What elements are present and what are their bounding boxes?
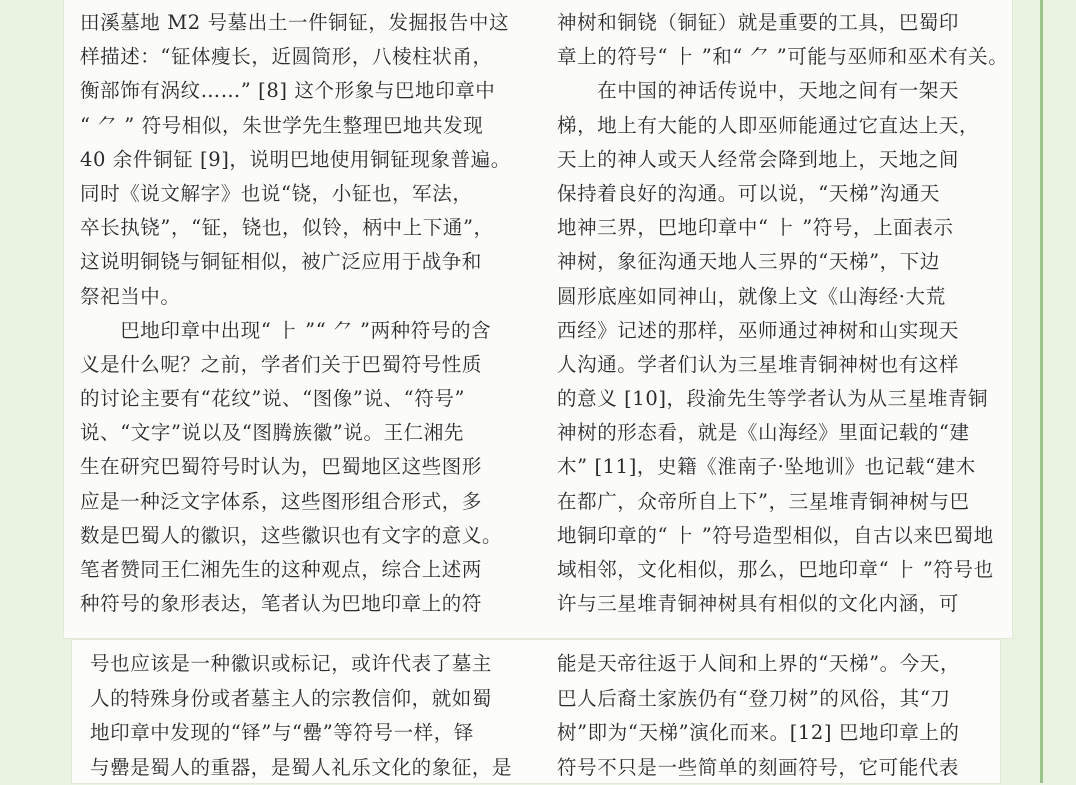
text-line: 祭祀当中。 — [80, 280, 520, 314]
text-line: 神树，象征沟通天地人三界的“天梯”，下边 — [557, 245, 997, 279]
text-line: 同时《说文解字》也说“铙，小钲也，军法， — [80, 177, 520, 211]
text-line: 木” [11]，史籍《淮南子·坠地训》也记载“建木 — [557, 450, 997, 484]
text-line: 域相邻，文化相似，那么，巴地印章“ ⺊ ”符号也 — [557, 553, 997, 587]
right-column-lower — [557, 647, 997, 785]
text-line: 样描述：“钲体瘦长，近圆筒形，八棱柱状甬， — [80, 40, 520, 74]
text-line: 人的特殊身份或者墓主人的宗教信仰，就如蜀 — [90, 682, 520, 717]
text-line: 地铜印章的“ ⺊ ”符号造型相似，自古以来巴蜀地 — [557, 519, 997, 553]
text-line: 西经》记述的那样，巫师通过神树和山实现天 — [557, 314, 997, 348]
text-line: 义是什么呢？之前，学者们关于巴蜀符号性质 — [80, 348, 520, 382]
text-line: 神树和铜铙（铜钲）就是重要的工具，巴蜀印 — [557, 6, 997, 40]
text-line: 巴地印章中出现“ ⺊ ”“ ⺈ ”两种符号的含 — [80, 314, 520, 348]
text-line: 号也应该是一种徽识或标记，或许代表了墓主 — [90, 647, 520, 682]
text-line: 符号不只是一些简单的刻画符号，它可能代表 — [557, 751, 997, 785]
text-line: 这说明铜铙与铜钲相似，被广泛应用于战争和 — [80, 245, 520, 279]
text-line: 田溪墓地 M2 号墓出土一件铜钲，发掘报告中这 — [80, 6, 520, 40]
text-line: 人沟通。学者们认为三星堆青铜神树也有这样 — [557, 348, 997, 382]
text-line: 天上的神人或天人经常会降到地上，天地之间 — [557, 143, 997, 177]
text-line: 种符号的象形表达，笔者认为巴地印章上的符 — [80, 587, 520, 621]
left-column-upper — [80, 6, 520, 621]
text-line: 树”即为“天梯”演化而来。[12] 巴地印章上的 — [557, 716, 997, 751]
text-line: 圆形底座如同神山，就像上文《山海经·大荒 — [557, 280, 997, 314]
text-line: 梯，地上有大能的人即巫师能通过它直达上天， — [557, 109, 997, 143]
text-line: 神树的形态看，就是《山海经》里面记载的“建 — [557, 416, 997, 450]
text-line: 应是一种泛文字体系，这些图形组合形式，多 — [80, 485, 520, 519]
text-line: “ ⺈ ” 符号相似，朱世学先生整理巴地共发现 — [80, 109, 520, 143]
text-line: 卒长执铙”，“钲，铙也，似铃，柄中上下通”， — [80, 211, 520, 245]
text-line: 衡部饰有涡纹……” [8] 这个形象与巴地印章中 — [80, 74, 520, 108]
text-line: 章上的符号“ ⺊ ”和“ ⺈ ”可能与巫师和巫术有关。 — [557, 40, 997, 74]
text-line: 40 余件铜钲 [9]，说明巴地使用铜钲现象普遍。 — [80, 143, 520, 177]
text-line: 在都广，众帝所自上下”，三星堆青铜神树与巴 — [557, 485, 997, 519]
text-line: 地印章中发现的“铎”与“罍”等符号一样，铎 — [90, 716, 520, 751]
text-line: 笔者赞同王仁湘先生的这种观点，综合上述两 — [80, 553, 520, 587]
text-line: 保持着良好的沟通。可以说，“天梯”沟通天 — [557, 177, 997, 211]
text-line: 地神三界，巴地印章中“ ⺊ ”符号，上面表示 — [557, 211, 997, 245]
right-column-upper — [557, 6, 997, 621]
text-line: 数是巴蜀人的徽识，这些徽识也有文字的意义。 — [80, 519, 520, 553]
text-line: 的讨论主要有“花纹”说、“图像”说、“符号” — [80, 382, 520, 416]
page-border-line — [1040, 0, 1043, 783]
text-line: 说、“文字”说以及“图腾族徽”说。王仁湘先 — [80, 416, 520, 450]
text-line: 能是天帝往返于人间和上界的“天梯”。今天， — [557, 647, 997, 682]
text-line: 在中国的神话传说中，天地之间有一架天 — [557, 74, 997, 108]
left-column-lower — [90, 647, 520, 785]
text-line: 巴人后裔土家族仍有“登刀树”的风俗，其“刀 — [557, 682, 997, 717]
text-line: 许与三星堆青铜神树具有相似的文化内涵，可 — [557, 587, 997, 621]
text-line: 生在研究巴蜀符号时认为，巴蜀地区这些图形 — [80, 450, 520, 484]
text-line: 的意义 [10]，段渝先生等学者认为从三星堆青铜 — [557, 382, 997, 416]
text-line: 与罍是蜀人的重器，是蜀人礼乐文化的象征，是 — [90, 751, 520, 785]
